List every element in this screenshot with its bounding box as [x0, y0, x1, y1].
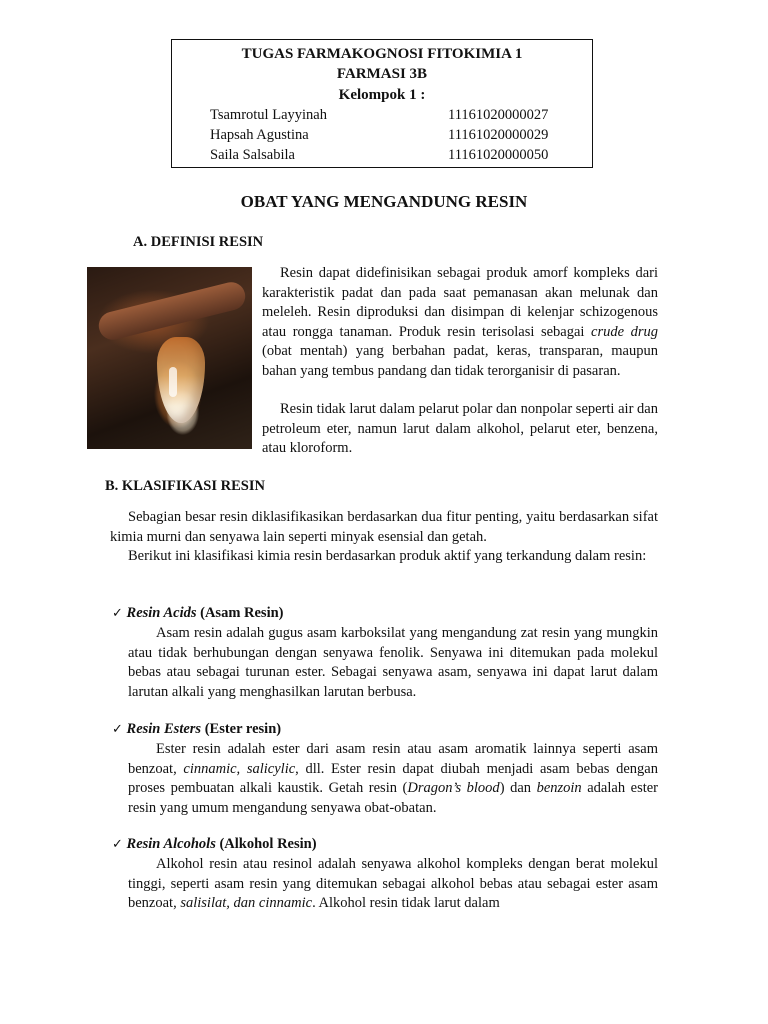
- header-class: FARMASI 3B: [336, 66, 428, 82]
- definition-paragraph-1: [262, 264, 658, 381]
- member-id: 11161020000050: [448, 147, 549, 163]
- member-name: Tsamrotul Layyinah: [210, 107, 327, 123]
- header-group: Kelompok 1 :: [338, 87, 426, 103]
- member-id: 11161020000029: [448, 127, 549, 143]
- branch-shape: [96, 279, 248, 342]
- classification-paragraph-1: Sebagian besar resin diklasifikasikan berdasarkan dua fitur penting, yaitu berdasarkan sifat kimia murni dan senyawa lain seperti minyak esensial dan getah.: [110, 509, 658, 545]
- resin-esters-text: [128, 740, 658, 818]
- subhead-translation: (Ester resin): [201, 721, 282, 737]
- body-text: . Alkohol resin tidak larut dalam: [312, 895, 500, 911]
- body-text: , dll. Ester resin dapat diubah menjadi asam bebas dengan proses pembuatan alkali kaustik. Getah resin (: [128, 760, 658, 796]
- resin-acids-text: Asam resin adalah gugus asam karboksilat yang mengandung zat resin yang mungkin atau tidak berhubungan dengan senyawa fenolik. Senyawa ini ditemukan pada molekul bebas atau sebagai turunan ester. Sebagai senyawa asam, senyawa ini dapat larut dalam larutan alkali yang menghasilkan larutan berbusa.: [128, 625, 658, 700]
- header-course: TUGAS FARMAKOGNOSI FITOKIMIA 1: [241, 46, 523, 62]
- resin-alcohols-heading: [112, 836, 317, 853]
- definition-paragraph-2: Resin tidak larut dalam pelarut polar dan nonpolar seperti air dan petroleum eter, namun larut dalam alkohol, pelarut eter, benzena, atau kloroform.: [262, 401, 658, 456]
- resin-alcohols-text: [128, 855, 658, 914]
- member-name: Hapsah Agustina: [210, 127, 309, 143]
- italic-term: benzoin: [536, 780, 582, 796]
- header-box: [171, 39, 593, 168]
- resin-drop-shape: [157, 337, 205, 423]
- check-icon: ✓: [112, 606, 123, 621]
- body-text: Ester resin adalah ester dari asam resin atau asam aromatik lainnya seperti asam benzoat,: [128, 741, 658, 777]
- member-id: 11161020000027: [448, 107, 549, 123]
- section-a-heading: A. DEFINISI RESIN: [133, 234, 264, 250]
- subhead-term: Resin Esters: [126, 721, 202, 737]
- body-text: ) dan: [499, 780, 537, 796]
- definition-text: Resin dapat didefinisikan sebagai produk amorf kompleks dari karakteristik padat dan pada saat pemanasan akan melunak dan meleleh. Resin diproduksi dan disimpan di kelenjar schizogenous atau rongga tanaman. Produk resin terisolasi sebagai: [262, 265, 658, 340]
- crude-drug-term: crude drug: [591, 323, 658, 340]
- check-icon: ✓: [112, 837, 123, 852]
- check-icon: ✓: [112, 722, 123, 737]
- body-text: adalah ester resin yang umum mengandung senyawa obat-obatan.: [128, 780, 659, 816]
- italic-term: Dragon’s blood: [407, 780, 500, 796]
- page-title: OBAT YANG MENGANDUNG RESIN: [240, 192, 528, 211]
- italic-term: cinnamic, salicylic: [183, 760, 296, 777]
- subhead-translation: (Asam Resin): [196, 605, 284, 621]
- definition-text: (obat mentah) yang berbahan padat, keras, transparan, maupun bahan yang tembus pandang dan tidak terorganisir di pasaran.: [262, 343, 658, 379]
- body-text: Alkohol resin atau resinol adalah senyawa alkohol kompleks dengan berat molekul tinggi, seperti asam resin yang ditemukan sebagai alkohol bebas atau sebagai ester asam benzoat,: [128, 856, 658, 911]
- member-name: Saila Salsabila: [210, 147, 295, 163]
- drop-highlight: [169, 367, 177, 397]
- italic-term: salisilat, dan cinnamic: [180, 895, 313, 911]
- subhead-term: Resin Acids: [126, 605, 197, 621]
- resin-photo: [87, 267, 252, 449]
- resin-acids-heading: [112, 605, 284, 622]
- subhead-translation: (Alkohol Resin): [215, 836, 317, 852]
- resin-esters-heading: [112, 721, 281, 738]
- section-b-heading: B. KLASIFIKASI RESIN: [105, 478, 265, 494]
- subhead-term: Resin Alcohols: [126, 836, 216, 852]
- classification-paragraph-2: Berikut ini klasifikasi kimia resin berdasarkan produk aktif yang terkandung dalam resin:: [128, 548, 647, 564]
